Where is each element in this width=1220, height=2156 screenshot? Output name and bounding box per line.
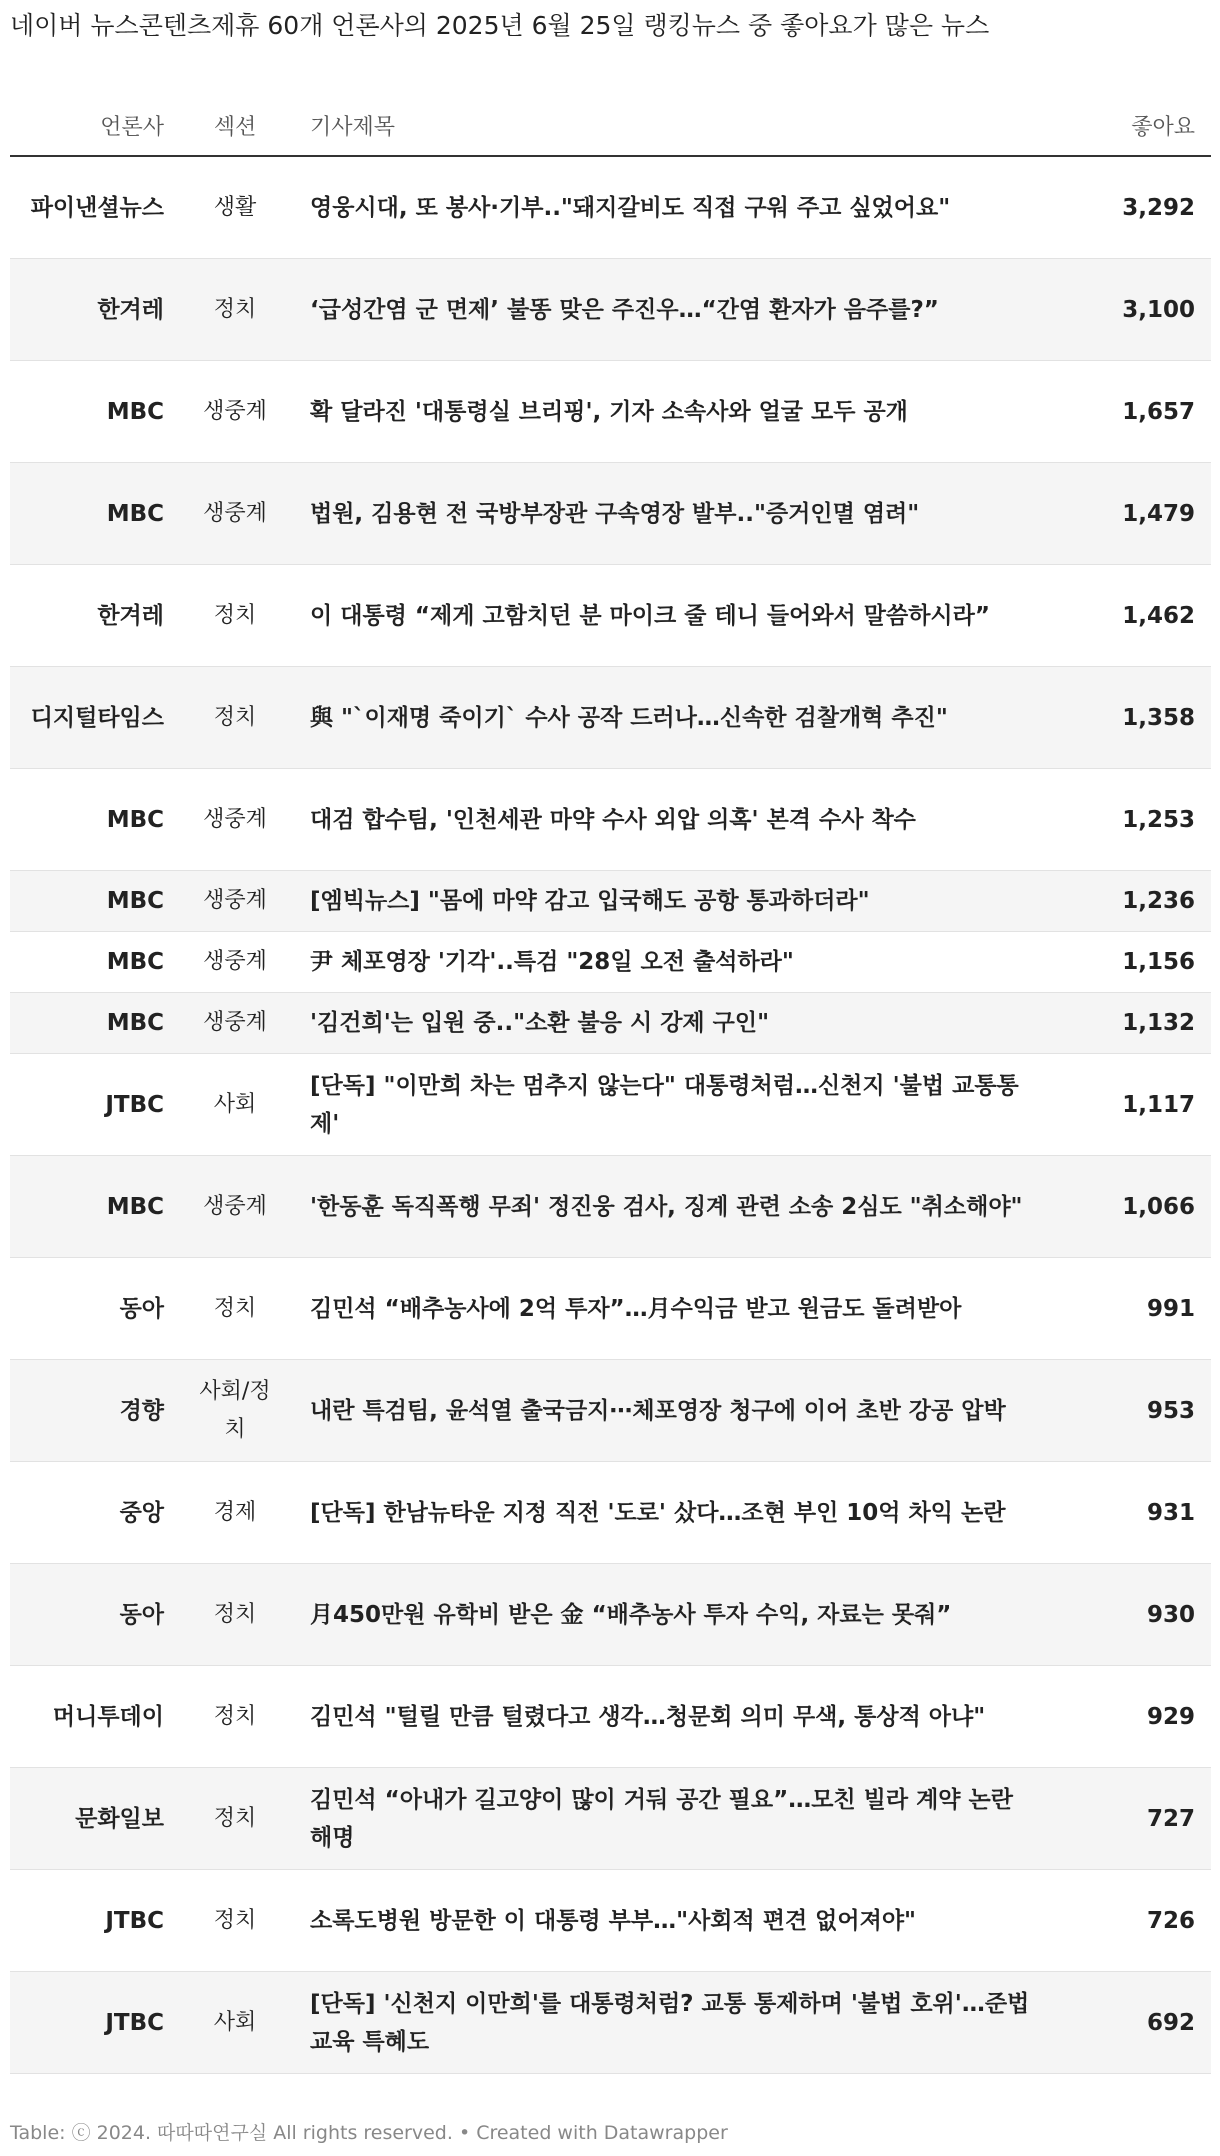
cell-publisher: 중앙 (10, 1462, 180, 1564)
cell-section: 정치 (180, 565, 290, 667)
cell-publisher: 머니투데이 (10, 1666, 180, 1768)
table-row (10, 1462, 1211, 1564)
cell-section: 사회/정치 (180, 1360, 290, 1462)
cell-section: 정치 (180, 1258, 290, 1360)
cell-title: 법원, 김용현 전 국방부장관 구속영장 발부.."증거인멸 염려" (290, 463, 1041, 565)
cell-publisher: 파이낸셜뉴스 (10, 156, 180, 259)
cell-publisher: JTBC (10, 1870, 180, 1972)
cell-title: 내란 특검팀, 윤석열 출국금지⋯체포영장 청구에 이어 초반 강공 압박 (290, 1360, 1041, 1462)
cell-likes: 953 (1041, 1360, 1211, 1462)
cell-publisher: 문화일보 (10, 1768, 180, 1870)
cell-title: 月450만원 유학비 받은 金 “배추농사 투자 수익, 자료는 못줘” (290, 1564, 1041, 1666)
cell-publisher: MBC (10, 932, 180, 993)
cell-likes: 1,156 (1041, 932, 1211, 993)
cell-section: 정치 (180, 1666, 290, 1768)
table-row (10, 769, 1211, 871)
cell-likes: 991 (1041, 1258, 1211, 1360)
ranking-table (10, 96, 1211, 2074)
cell-section: 생중계 (180, 463, 290, 565)
table-row (10, 565, 1211, 667)
cell-section: 정치 (180, 1870, 290, 1972)
cell-section: 사회 (180, 1054, 290, 1156)
cell-publisher: 경향 (10, 1360, 180, 1462)
table-row (10, 259, 1211, 361)
cell-title: 영웅시대, 또 봉사·기부.."돼지갈비도 직접 구워 주고 싶었어요" (290, 156, 1041, 259)
cell-publisher: MBC (10, 361, 180, 463)
cell-likes: 3,100 (1041, 259, 1211, 361)
table-row (10, 1972, 1211, 2074)
cell-section: 생중계 (180, 1156, 290, 1258)
column-header-title[interactable]: 기사제목 (290, 96, 1041, 156)
cell-likes: 1,253 (1041, 769, 1211, 871)
cell-title: 확 달라진 '대통령실 브리핑', 기자 소속사와 얼굴 모두 공개 (290, 361, 1041, 463)
table-row (10, 156, 1211, 259)
cell-title: 尹 체포영장 '기각'..특검 "28일 오전 출석하라" (290, 932, 1041, 993)
table-row (10, 667, 1211, 769)
cell-likes: 726 (1041, 1870, 1211, 1972)
table-header-row (10, 96, 1211, 156)
cell-publisher: MBC (10, 463, 180, 565)
cell-section: 경제 (180, 1462, 290, 1564)
table-row (10, 1768, 1211, 1870)
cell-likes: 1,358 (1041, 667, 1211, 769)
cell-publisher: 동아 (10, 1564, 180, 1666)
cell-likes: 727 (1041, 1768, 1211, 1870)
table-row (10, 1870, 1211, 1972)
cell-title: 김민석 "털릴 만큼 털렸다고 생각…청문회 의미 무색, 통상적 아냐" (290, 1666, 1041, 1768)
cell-title: [엠빅뉴스] "몸에 마약 감고 입국해도 공항 통과하더라" (290, 871, 1041, 932)
cell-likes: 692 (1041, 1972, 1211, 2074)
cell-title: ‘급성간염 군 면제’ 불똥 맞은 주진우…“간염 환자가 음주를?” (290, 259, 1041, 361)
cell-publisher: JTBC (10, 1972, 180, 2074)
table-row (10, 871, 1211, 932)
cell-title: [단독] 한남뉴타운 지정 직전 '도로' 샀다…조현 부인 10억 차익 논란 (290, 1462, 1041, 1564)
cell-likes: 1,132 (1041, 993, 1211, 1054)
cell-title: [단독] '신천지 이만희'를 대통령처럼? 교통 통제하며 '불법 호위'…준법교육 특혜도 (290, 1972, 1041, 2074)
table-row (10, 1564, 1211, 1666)
cell-publisher: 한겨레 (10, 565, 180, 667)
table-body (10, 156, 1211, 2074)
column-header-section[interactable]: 섹션 (180, 96, 290, 156)
cell-publisher: 한겨레 (10, 259, 180, 361)
cell-likes: 930 (1041, 1564, 1211, 1666)
cell-title: 김민석 “배추농사에 2억 투자”…月수익금 받고 원금도 돌려받아 (290, 1258, 1041, 1360)
cell-likes: 929 (1041, 1666, 1211, 1768)
cell-likes: 1,236 (1041, 871, 1211, 932)
cell-section: 사회 (180, 1972, 290, 2074)
cell-title: 김민석 “아내가 길고양이 많이 거둬 공간 필요”…모친 빌라 계약 논란 해명 (290, 1768, 1041, 1870)
cell-title: 대검 합수팀, '인천세관 마약 수사 외압 의혹' 본격 수사 착수 (290, 769, 1041, 871)
column-header-publisher[interactable]: 언론사 (10, 96, 180, 156)
cell-publisher: MBC (10, 871, 180, 932)
cell-title: '김건희'는 입원 중.."소환 불응 시 강제 구인" (290, 993, 1041, 1054)
cell-publisher: MBC (10, 993, 180, 1054)
cell-section: 생중계 (180, 993, 290, 1054)
cell-publisher: 디지털타임스 (10, 667, 180, 769)
table-row (10, 1258, 1211, 1360)
cell-publisher: JTBC (10, 1054, 180, 1156)
cell-publisher: MBC (10, 1156, 180, 1258)
cell-title: 與 "`이재명 죽이기` 수사 공작 드러나…신속한 검찰개혁 추진" (290, 667, 1041, 769)
cell-section: 정치 (180, 259, 290, 361)
cell-section: 생중계 (180, 871, 290, 932)
cell-likes: 1,657 (1041, 361, 1211, 463)
cell-section: 정치 (180, 1564, 290, 1666)
cell-section: 생중계 (180, 932, 290, 993)
cell-publisher: MBC (10, 769, 180, 871)
chart-title: 네이버 뉴스콘텐츠제휴 60개 언론사의 2025년 6월 25일 랭킹뉴스 중 좋아요가 많은 뉴스 (10, 11, 990, 40)
column-header-likes[interactable]: 좋아요 (1041, 96, 1211, 156)
cell-likes: 1,066 (1041, 1156, 1211, 1258)
cell-title: '한동훈 독직폭행 무죄' 정진웅 검사, 징계 관련 소송 2심도 "취소해야" (290, 1156, 1041, 1258)
cell-title: 소록도병원 방문한 이 대통령 부부…"사회적 편견 없어져야" (290, 1870, 1041, 1972)
cell-likes: 3,292 (1041, 156, 1211, 259)
cell-section: 정치 (180, 1768, 290, 1870)
cell-section: 생활 (180, 156, 290, 259)
cell-section: 정치 (180, 667, 290, 769)
cell-title: 이 대통령 “제게 고함치던 분 마이크 줄 테니 들어와서 말씀하시라” (290, 565, 1041, 667)
cell-section: 생중계 (180, 769, 290, 871)
cell-likes: 1,479 (1041, 463, 1211, 565)
table-row (10, 1156, 1211, 1258)
table-row (10, 361, 1211, 463)
cell-likes: 1,117 (1041, 1054, 1211, 1156)
footer-credit: Table: ⓒ 2024. 따따따연구실 All rights reserved. • Created with Datawrapper (10, 2122, 728, 2144)
table-row (10, 932, 1211, 993)
cell-section: 생중계 (180, 361, 290, 463)
table-row (10, 993, 1211, 1054)
table-row (10, 1054, 1211, 1156)
cell-title: [단독] "이만희 차는 멈추지 않는다" 대통령처럼…신천지 '불법 교통통제' (290, 1054, 1041, 1156)
cell-publisher: 동아 (10, 1258, 180, 1360)
table-row (10, 1666, 1211, 1768)
cell-likes: 931 (1041, 1462, 1211, 1564)
table-row (10, 1360, 1211, 1462)
table-row (10, 463, 1211, 565)
cell-likes: 1,462 (1041, 565, 1211, 667)
